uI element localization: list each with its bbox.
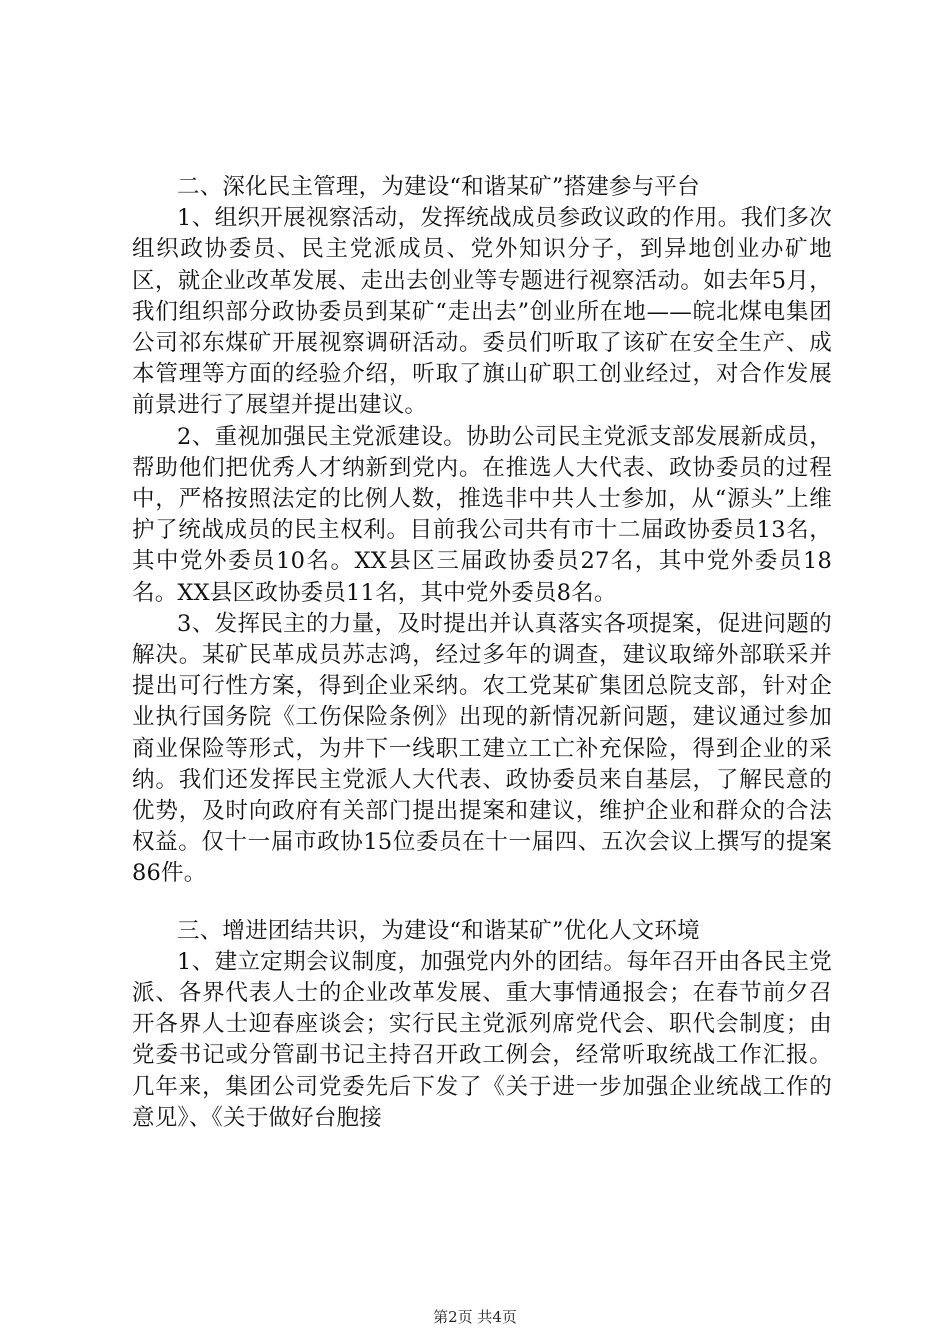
page-number-footer: 第2页 共4页: [433, 1308, 517, 1326]
section-three: [132, 916, 832, 1134]
section-two: [132, 172, 832, 890]
paragraph: 1、组织开展视察活动，发挥统战成员参政议政的作用。我们多次组织政协委员、民主党派成员、党外知识分子，到异地创业办矿地区，就企业改革发展、走出去创业等专题进行视察活动。如去年5月，我们组织部分政协委员到某矿“走出去”创业所在地——皖北煤电集团公司祁东煤矿开展视察调研活动。委员们听取了该矿在安全生产、成本管理等方面的经验介绍，听取了旗山矿职工创业经过，对合作发展前景进行了展望并提出建议。: [132, 205, 832, 419]
section-heading: 三、增进团结共识，为建设“和谐某矿”优化人文环境: [177, 917, 700, 944]
paragraph: 1、建立定期会议制度，加强党内外的团结。每年召开由各民主党派、各界代表人士的企业改革发展、重大事情通报会；在春节前夕召开各界人士迎春座谈会；实行民主党派列席党代会、职代会制度；由党委书记或分管副书记主持召开政工例会，经常听取统战工作汇报。几年来，集团公司党委先后下发了《关于进一步加强企业统战工作的意见》、《关于做好台胞接: [132, 948, 832, 1131]
section-heading: 二、深化民主管理，为建设“和谐某矿”搭建参与平台: [177, 174, 700, 200]
paragraph: 2、重视加强民主党派建设。协助公司民主党派支部发展新成员，帮助他们把优秀人才纳新到党内。在推选人大代表、政协委员的过程中，严格按照法定的比例人数，推选非中共人士参加，从“源头”上维护了统战成员的民主权利。目前我公司共有市十二届政协委员13名，其中党外委员10名。XX县区三届政协委员27名，其中党外委员18名。XX县区政协委员11名，其中党外委员8名。: [132, 423, 832, 606]
document-body: [132, 172, 832, 1134]
paragraph: 3、发挥民主的力量，及时提出并认真落实各项提案，促进问题的解决。某矿民革成员苏志鸿，经过多年的调查，建议取缔外部联采并提出可行性方案，得到企业采纳。农工党某矿集团总院支部，针对企业执行国务院《工伤保险条例》出现的新情况新问题，建议通过参加商业保险等形式，为井下一线职工建立工亡补充保险，得到企业的采纳。我们还发挥民主党派人大代表、政协委员来自基层，了解民意的优势，及时向政府有关部门提出提案和建议，维护企业和群众的合法权益。仅十一届市政协15位委员在十一届四、五次会议上撰写的提案86件。: [132, 610, 832, 887]
